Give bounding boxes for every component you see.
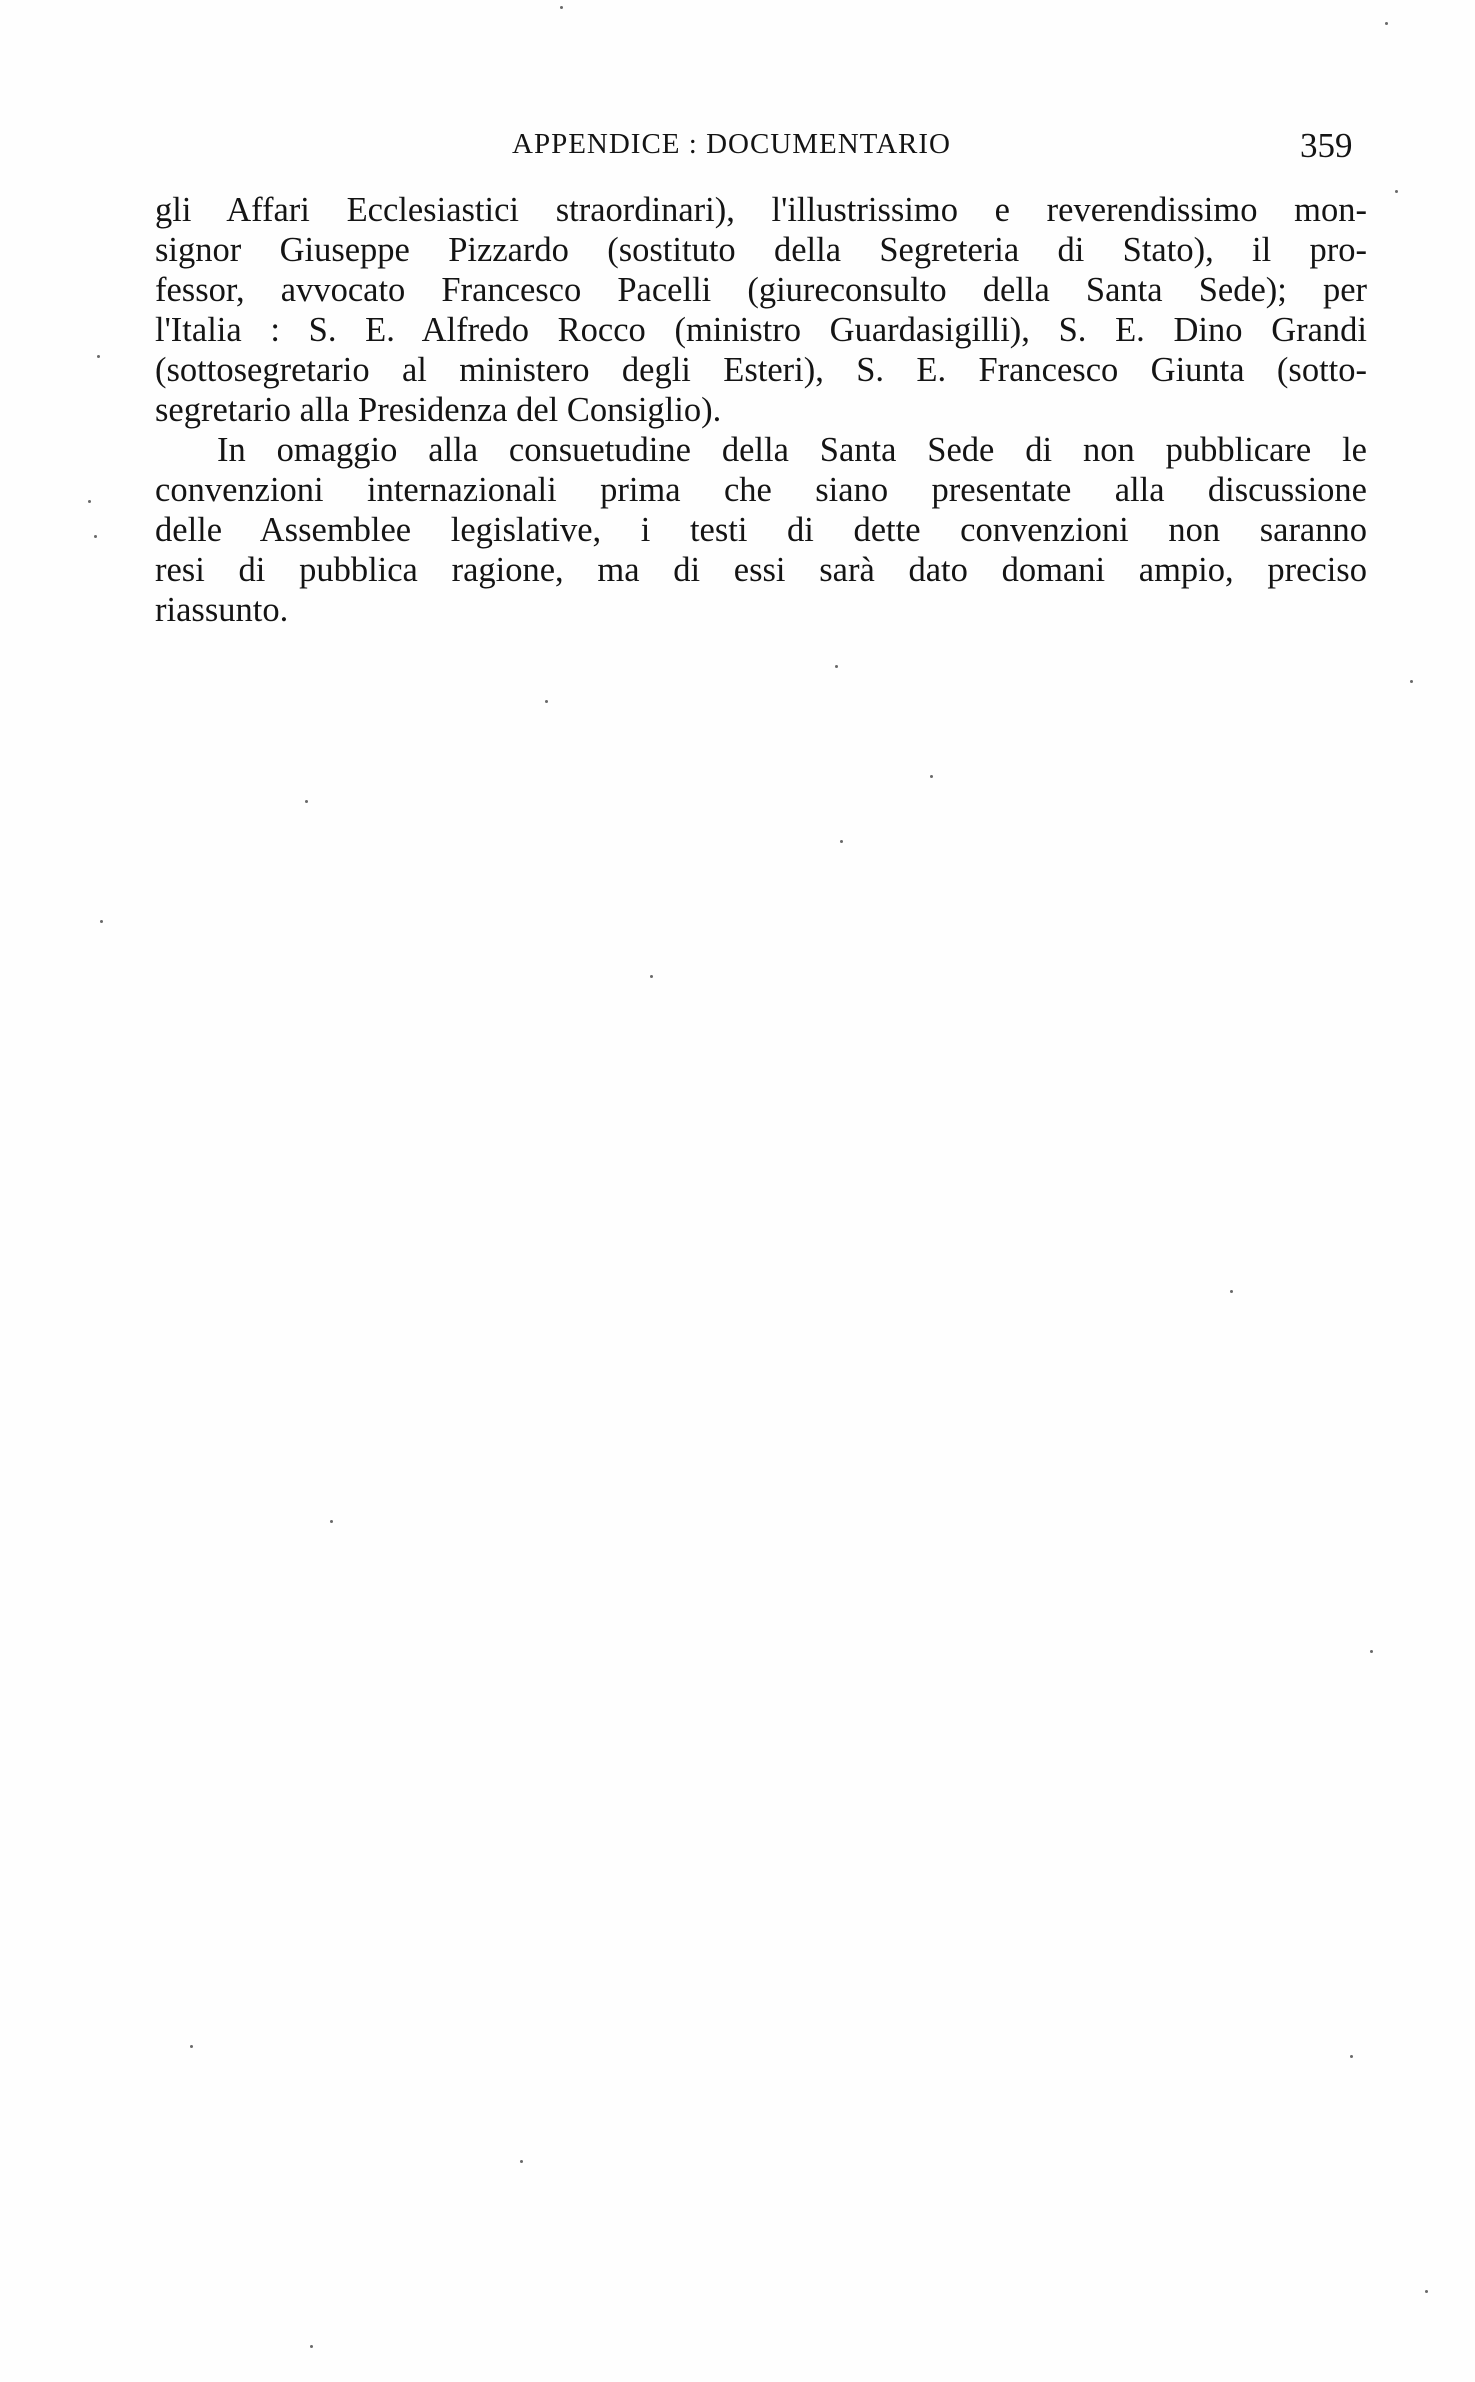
scan-speck	[1410, 680, 1413, 683]
scan-speck	[94, 535, 97, 538]
body-text	[155, 190, 1367, 630]
text-line: gli Affari Ecclesiastici straordinari), l'illustrissimo e reverendissimo mon-	[155, 191, 1367, 229]
scan-speck	[520, 2160, 523, 2163]
paragraph-announcement	[155, 430, 1367, 630]
scan-speck	[930, 775, 933, 778]
scan-speck	[1230, 1290, 1233, 1293]
scan-speck	[305, 800, 308, 803]
text-line: segretario alla Presidenza del Consiglio).	[155, 391, 722, 429]
scan-speck	[100, 920, 103, 923]
scan-speck	[310, 2345, 313, 2348]
scan-speck	[330, 1520, 333, 1523]
scan-speck	[97, 355, 100, 358]
scan-speck	[1350, 2055, 1353, 2058]
text-line: fessor, avvocato Francesco Pacelli (giureconsulto della Santa Sede); per	[155, 271, 1367, 309]
text-line: convenzioni internazionali prima che siano presentate alla discussione	[155, 471, 1367, 509]
scan-speck	[835, 665, 838, 668]
running-header	[0, 126, 1475, 166]
scan-speck	[560, 6, 563, 9]
scan-speck	[840, 840, 843, 843]
running-title: APPENDICE : DOCUMENTARIO	[512, 128, 951, 160]
text-line: (sottosegretario al ministero degli Esteri), S. E. Francesco Giunta (sotto-	[155, 351, 1367, 389]
text-line: signor Giuseppe Pizzardo (sostituto della Segreteria di Stato), il pro-	[155, 231, 1367, 269]
scan-speck	[1425, 2290, 1428, 2293]
text-line: In omaggio alla consuetudine della Santa Sede di non pubblicare le	[217, 431, 1367, 469]
page-number: 359	[1300, 126, 1353, 165]
scan-speck	[88, 500, 91, 503]
scan-speck	[190, 2045, 193, 2048]
paragraph-continuation	[155, 190, 1367, 430]
scan-speck	[1395, 190, 1398, 193]
scan-speck	[545, 700, 548, 703]
scan-speck	[650, 975, 653, 978]
text-line: delle Assemblee legislative, i testi di dette convenzioni non saranno	[155, 511, 1367, 549]
text-line: riassunto.	[155, 591, 289, 629]
text-line: resi di pubblica ragione, ma di essi sarà dato domani ampio, preciso	[155, 551, 1367, 589]
text-line: l'Italia : S. E. Alfredo Rocco (ministro Guardasigilli), S. E. Dino Grandi	[155, 311, 1367, 349]
scan-speck	[1370, 1650, 1373, 1653]
scan-speck	[1385, 22, 1388, 25]
